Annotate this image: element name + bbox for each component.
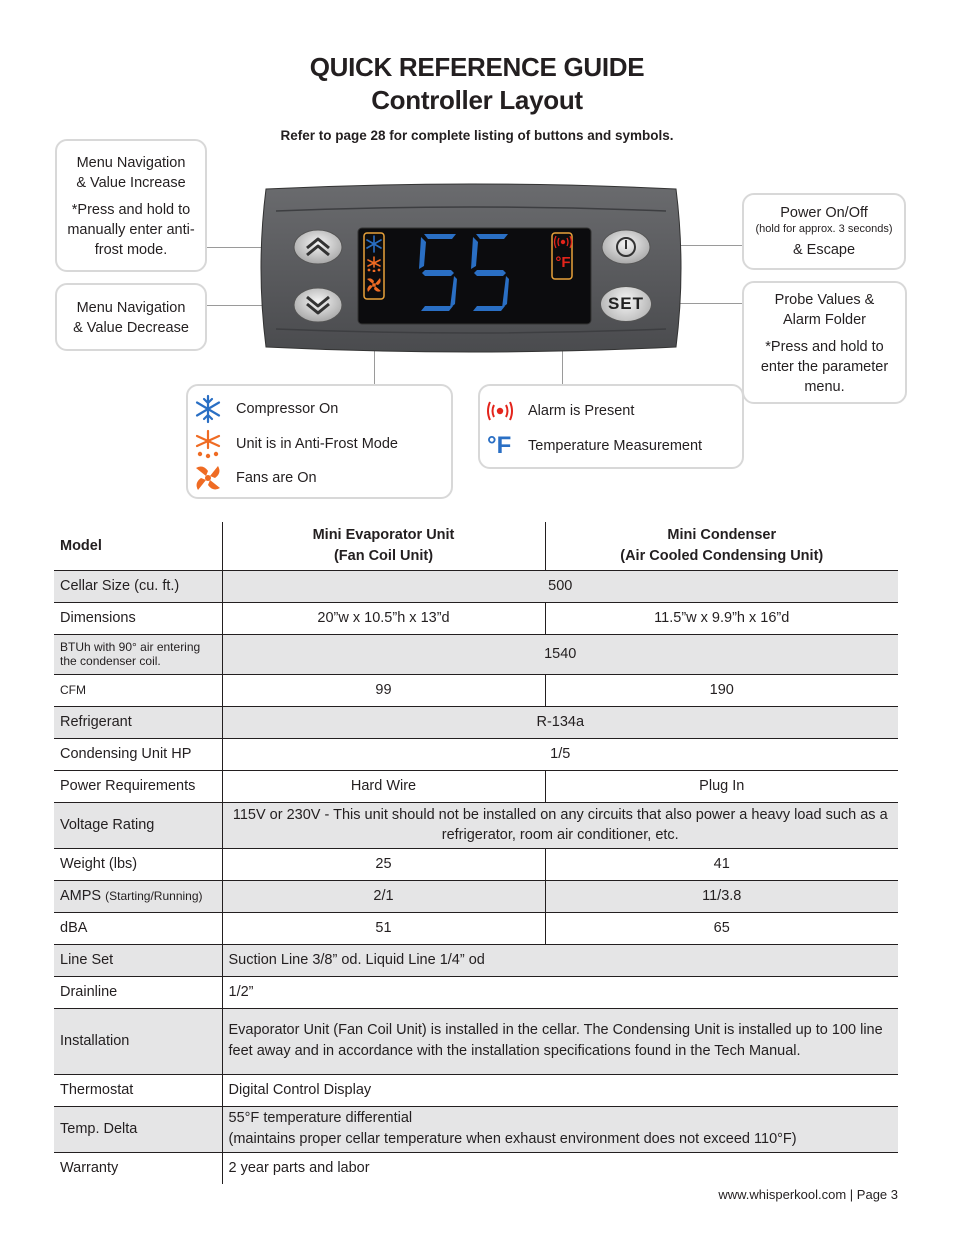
table-row	[54, 1106, 898, 1152]
alarm-icon	[553, 235, 573, 249]
row-value	[222, 1106, 898, 1152]
callout-note: (hold for approx. 3 seconds)	[755, 223, 893, 235]
page-footer: www.whisperkool.com | Page 3	[718, 1187, 898, 1202]
row-value: 20”w x 10.5”h x 13”d	[222, 602, 545, 634]
row-label: Cellar Size (cu. ft.)	[54, 570, 222, 602]
up-button[interactable]	[292, 228, 344, 266]
callout-text: & Escape	[792, 242, 856, 258]
legend-label: Unit is in Anti-Frost Mode	[236, 436, 398, 452]
row-label: Thermostat	[54, 1074, 222, 1106]
callout-note: *Press and hold to manually enter anti-frost mode.	[67, 202, 195, 258]
row-value: 11/3.8	[545, 880, 898, 912]
row-value: Suction Line 3/8” od. Liquid Line 1/4” od	[222, 944, 898, 976]
row-label: Dimensions	[54, 602, 222, 634]
legend-left	[186, 384, 453, 499]
callout-text: Probe Values &	[774, 292, 875, 308]
row-label: Weight (lbs)	[54, 848, 222, 880]
row-label: Condensing Unit HP	[54, 738, 222, 770]
table-row	[54, 634, 898, 674]
callout-power	[742, 193, 906, 270]
row-value: 500	[222, 570, 898, 602]
header-model: Model	[54, 522, 222, 570]
callout-set	[742, 281, 907, 404]
table-row	[54, 944, 898, 976]
row-value: Evaporator Unit (Fan Coil Unit) is installed in the cellar. The Condensing Unit is installed up to 100 line feet away and in accordance with the installation specifications found in the Tech Manual.	[222, 1008, 898, 1074]
table-row	[54, 1008, 898, 1074]
temperature-display	[416, 232, 520, 314]
callout-value-increase	[55, 139, 207, 272]
row-value: Hard Wire	[222, 770, 545, 802]
header-text: Mini Evaporator Unit	[312, 526, 455, 543]
row-value: 11.5”w x 9.9”h x 16”d	[545, 602, 898, 634]
callout-note: *Press and hold to enter the parameter menu.	[760, 339, 889, 395]
table-row	[54, 880, 898, 912]
row-value: 51	[222, 912, 545, 944]
callout-value-decrease	[55, 283, 207, 351]
row-value: 115V or 230V - This unit should not be installed on any circuits that also power a heavy load such as a refrigerator, room air conditioner, etc.	[222, 802, 898, 848]
page-subtitle-heading: Controller Layout	[371, 85, 583, 115]
row-value: 65	[545, 912, 898, 944]
callout-text: & Value Increase	[76, 175, 186, 191]
callout-text: & Value Decrease	[73, 320, 189, 336]
anti-frost-icon	[365, 256, 383, 272]
fan-icon	[366, 277, 382, 293]
legend-right	[478, 384, 744, 469]
row-value: 41	[545, 848, 898, 880]
row-value: 2/1	[222, 880, 545, 912]
header-text: (Fan Coil Unit)	[333, 547, 434, 564]
down-button[interactable]	[292, 286, 344, 324]
row-label-note: (Starting/Running)	[105, 889, 203, 903]
row-label: Drainline	[54, 976, 222, 1008]
fan-icon	[193, 463, 223, 493]
snowflake-icon	[365, 235, 383, 253]
row-label: BTUh with 90° air entering the condenser coil.	[54, 634, 222, 674]
row-label: CFM	[54, 674, 222, 706]
callout-text: Alarm Folder	[783, 312, 866, 328]
table-row	[54, 1152, 898, 1184]
row-label: dBA	[54, 912, 222, 944]
table-row	[54, 738, 898, 770]
display-value: 55	[416, 232, 418, 233]
header-evaporator	[222, 522, 545, 570]
table-row	[54, 706, 898, 738]
row-label: Warranty	[54, 1152, 222, 1184]
table-row	[54, 848, 898, 880]
callout-text: Menu Navigation	[76, 300, 186, 316]
set-button[interactable]: SET	[600, 286, 652, 322]
header-text: Mini Condenser	[667, 526, 777, 543]
row-label: Refrigerant	[54, 706, 222, 738]
row-label: Voltage Rating	[54, 802, 222, 848]
table-row	[54, 912, 898, 944]
header-condenser	[545, 522, 898, 570]
row-label: Temp. Delta	[54, 1106, 222, 1152]
table-row	[54, 770, 898, 802]
table-row	[54, 674, 898, 706]
row-value: 99	[222, 674, 545, 706]
row-value: 2 year parts and labor	[222, 1152, 898, 1184]
anti-frost-icon	[193, 429, 223, 459]
row-label-main: AMPS	[60, 888, 102, 904]
table-row	[54, 602, 898, 634]
legend-label: Fans are On	[236, 470, 317, 486]
row-value: Plug In	[545, 770, 898, 802]
legend-label: Temperature Measurement	[528, 438, 703, 454]
row-value: 190	[545, 674, 898, 706]
reference-note: Refer to page 28 for complete listing of buttons and symbols.	[280, 128, 674, 143]
row-value: 1/2”	[222, 976, 898, 1008]
table-row	[54, 1074, 898, 1106]
fahrenheit-indicator: °F	[555, 254, 571, 271]
header-text: (Air Cooled Condensing Unit)	[620, 547, 824, 564]
snowflake-icon	[193, 394, 223, 424]
page-title: QUICK REFERENCE GUIDE	[309, 52, 645, 82]
row-value: 1/5	[222, 738, 898, 770]
callout-text: Power On/Off	[780, 205, 868, 221]
table-row	[54, 570, 898, 602]
table-row	[54, 976, 898, 1008]
power-button[interactable]	[600, 228, 652, 266]
row-value: 25	[222, 848, 545, 880]
legend-label: Compressor On	[236, 401, 339, 417]
fahrenheit-icon: °F	[487, 432, 512, 459]
table-row	[54, 802, 898, 848]
row-value-line: 55°F temperature differential	[228, 1110, 413, 1126]
callout-text: Menu Navigation	[76, 155, 186, 171]
row-value: Digital Control Display	[222, 1074, 898, 1106]
legend-label: Alarm is Present	[528, 403, 635, 419]
alarm-icon	[485, 396, 515, 426]
row-value: 1540	[222, 634, 898, 674]
row-label	[54, 880, 222, 912]
row-value-line: (maintains proper cellar temperature when exhaust environment does not exceed 110°F)	[228, 1131, 797, 1147]
row-value: R-134a	[222, 706, 898, 738]
spec-table	[54, 522, 898, 1184]
table-header	[54, 522, 898, 570]
row-label: Line Set	[54, 944, 222, 976]
row-label: Power Requirements	[54, 770, 222, 802]
row-label: Installation	[54, 1008, 222, 1074]
